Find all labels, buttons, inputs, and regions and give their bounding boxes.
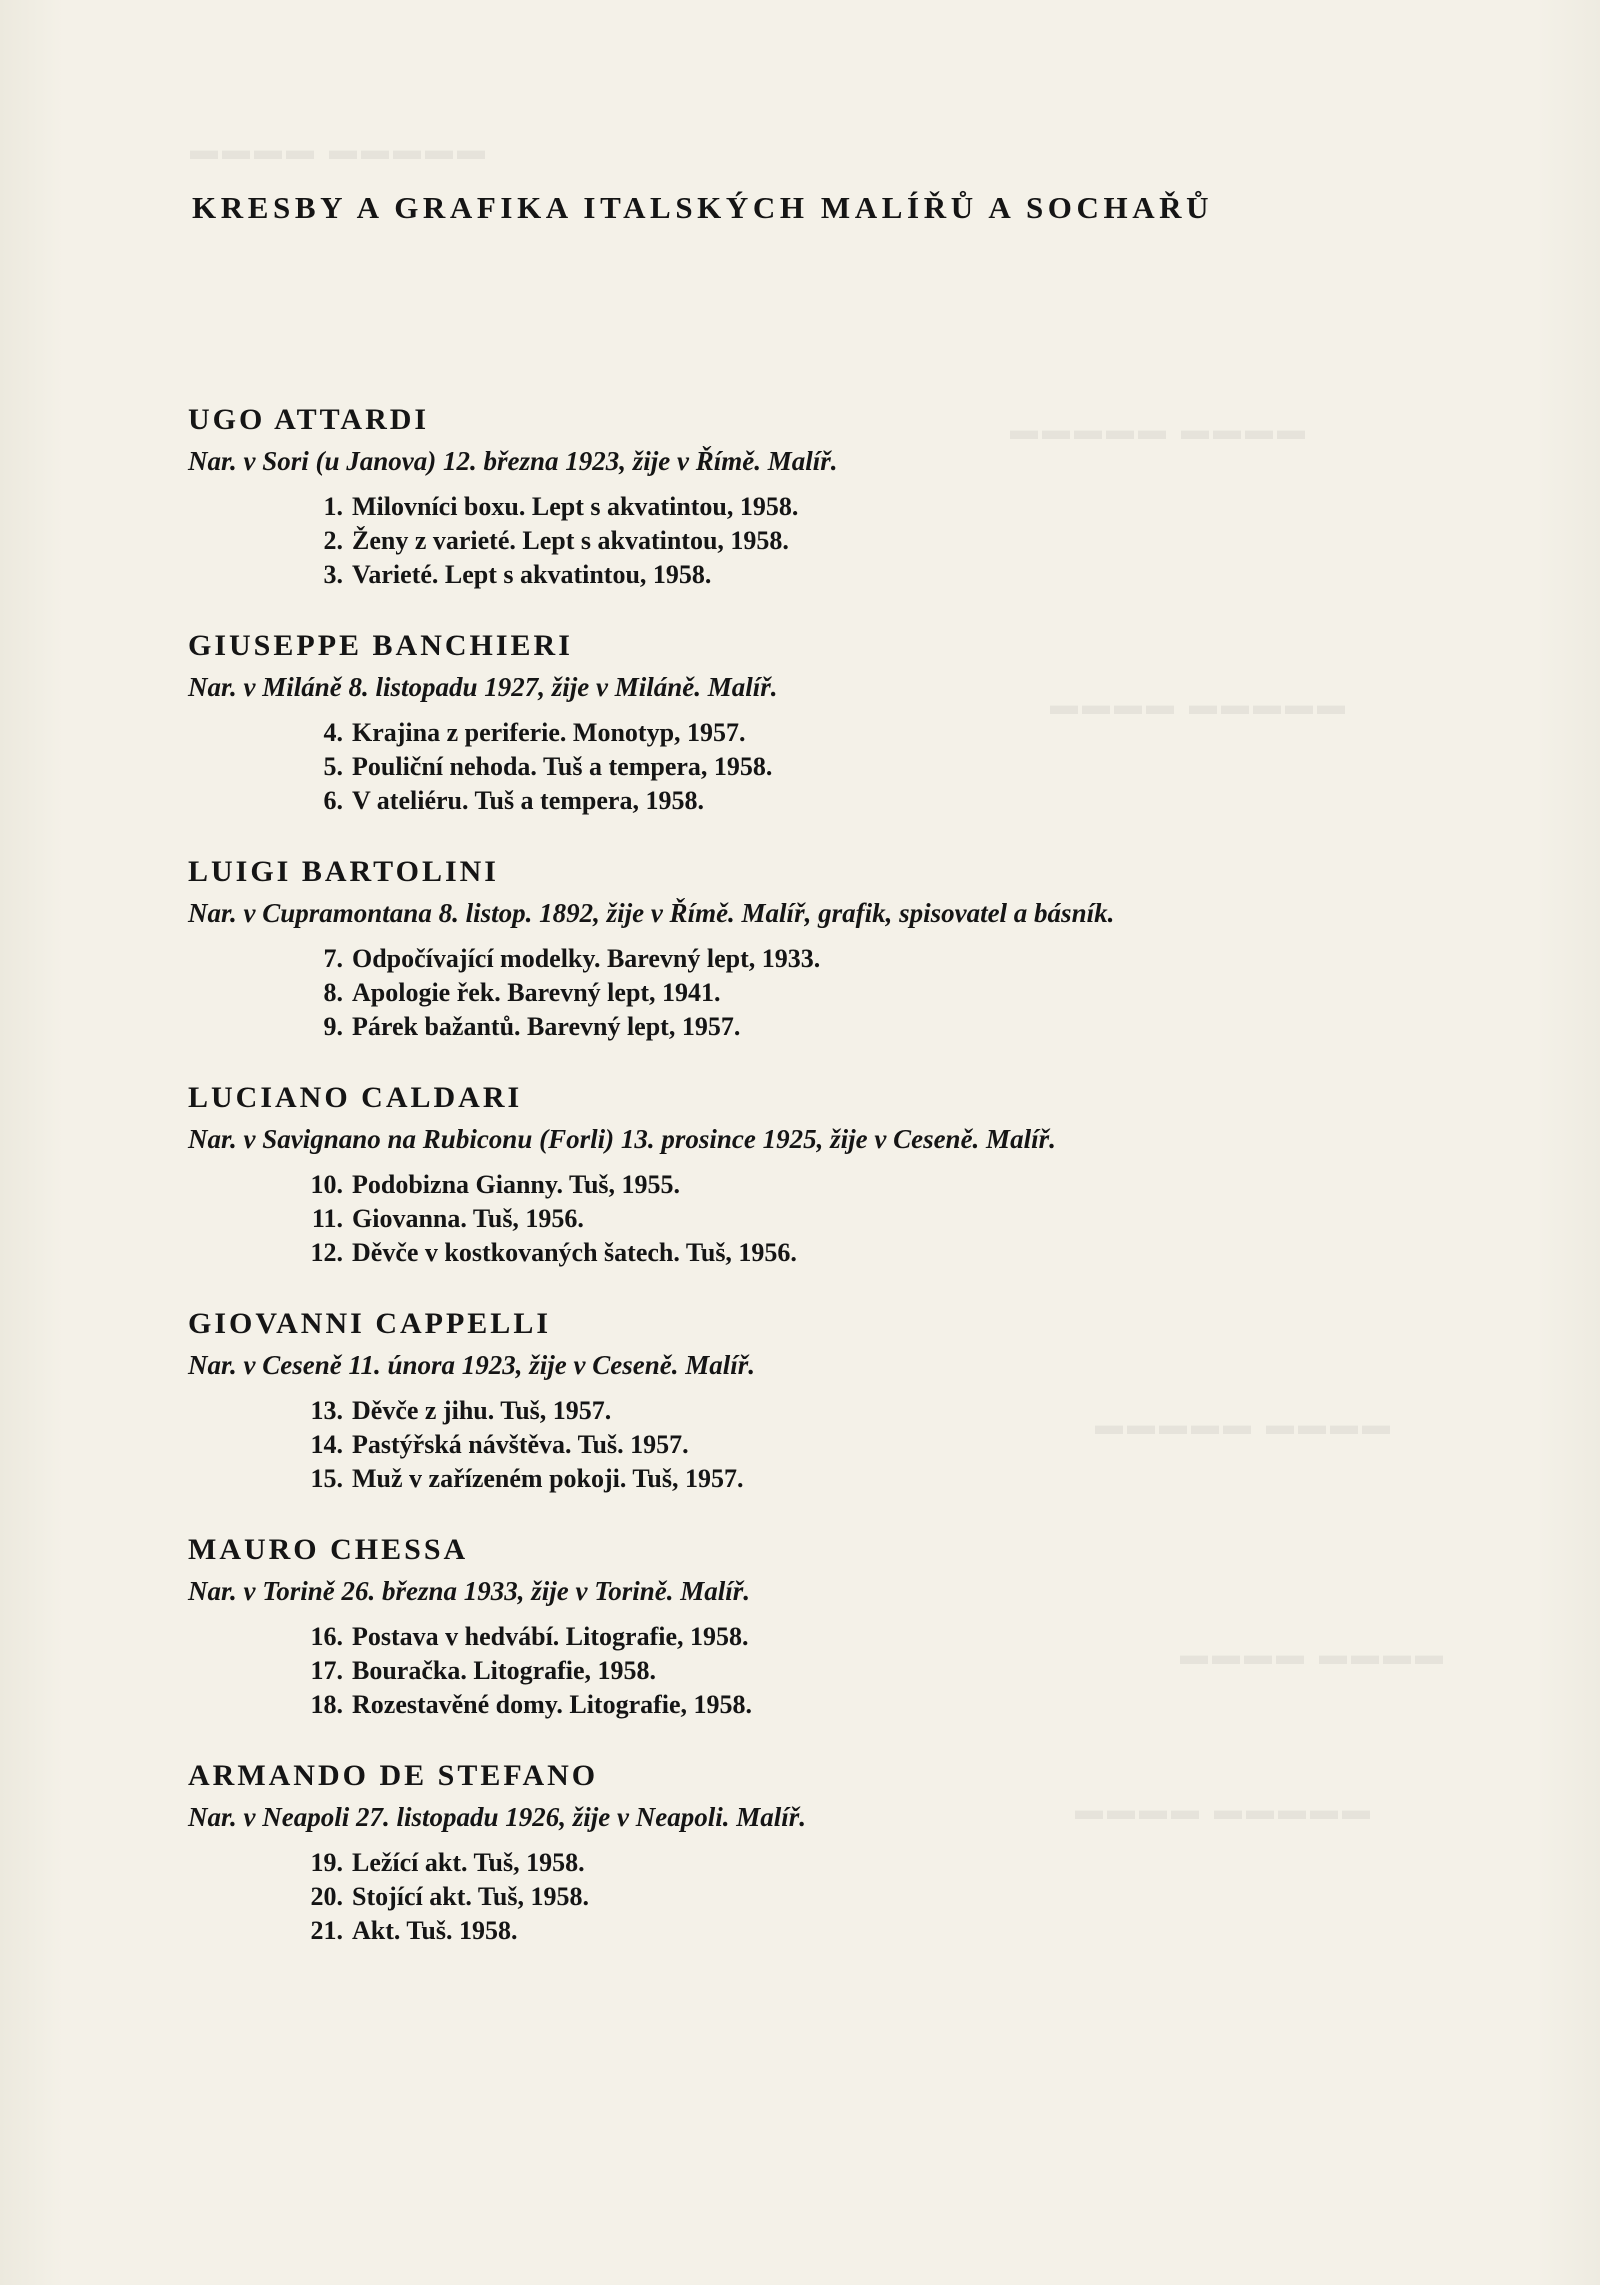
- work-number: 3.: [323, 560, 343, 589]
- work-title: Rozestavěné domy. Litografie, 1958.: [352, 1690, 753, 1719]
- work-title: Odpočívající modelky. Barevný lept, 1933.: [352, 944, 821, 973]
- artist-entry: [188, 853, 1438, 1044]
- work-list: [188, 1394, 1438, 1496]
- artist-entry: [188, 1079, 1438, 1270]
- artist-bio: Nar. v Ceseně 11. února 1923, žije v Ceseně. Malíř.: [188, 1350, 756, 1380]
- artist-bio: Nar. v Sori (u Janova) 12. března 1923, žije v Římě. Malíř.: [188, 446, 838, 476]
- work-title: Podobizna Gianny. Tuš, 1955.: [352, 1170, 681, 1199]
- work-title: Pastýřská návštěva. Tuš. 1957.: [352, 1430, 689, 1459]
- work-number: 6.: [323, 786, 343, 815]
- work-list: [188, 716, 1438, 818]
- work-item: [288, 942, 1438, 976]
- work-title: Stojící akt. Tuš, 1958.: [352, 1882, 589, 1911]
- artist-name: ARMANDO DE STEFANO: [188, 1759, 599, 1792]
- work-item: [288, 1914, 1438, 1948]
- work-title: Ležící akt. Tuš, 1958.: [352, 1848, 585, 1877]
- show-through-text: ▬▬▬▬▬ ▬▬▬▬: [1095, 1410, 1394, 1441]
- work-item: [288, 1236, 1438, 1270]
- work-title: Varieté. Lept s akvatintou, 1958.: [352, 560, 712, 589]
- work-item: [288, 1010, 1438, 1044]
- artist-entry: [188, 401, 1438, 592]
- work-item: [288, 1394, 1438, 1428]
- artist-bio: Nar. v Torině 26. března 1933, žije v Torině. Malíř.: [188, 1576, 751, 1606]
- work-number: 19.: [310, 1848, 343, 1877]
- work-item: [288, 1880, 1438, 1914]
- work-number: 16.: [310, 1622, 343, 1651]
- work-number: 4.: [323, 718, 343, 747]
- artist-entry: [188, 1757, 1438, 1948]
- work-item: [288, 784, 1438, 818]
- work-number: 17.: [310, 1656, 343, 1685]
- work-number: 7.: [323, 944, 343, 973]
- artist-name: GIUSEPPE BANCHIERI: [188, 629, 573, 662]
- work-item: [288, 524, 1438, 558]
- work-number: 9.: [323, 1012, 343, 1041]
- work-title: Děvče v kostkovaných šatech. Tuš, 1956.: [352, 1238, 797, 1267]
- artist-name: UGO ATTARDI: [188, 403, 430, 436]
- work-item: [288, 1654, 1438, 1688]
- work-number: 2.: [323, 526, 343, 555]
- show-through-text: ▬▬▬▬▬ ▬▬▬▬: [1010, 415, 1309, 446]
- work-title: Postava v hedvábí. Litografie, 1958.: [352, 1622, 749, 1651]
- work-title: Ženy z varieté. Lept s akvatintou, 1958.: [352, 526, 789, 555]
- work-number: 8.: [323, 978, 343, 1007]
- work-item: [288, 490, 1438, 524]
- show-through-text: ▬▬▬▬ ▬▬▬▬: [1180, 1640, 1447, 1671]
- work-item: [288, 1168, 1438, 1202]
- artist-entry: [188, 627, 1438, 818]
- work-number: 13.: [310, 1396, 343, 1425]
- artist-name: LUCIANO CALDARI: [188, 1081, 523, 1114]
- work-title: Apologie řek. Barevný lept, 1941.: [352, 978, 721, 1007]
- work-title: V ateliéru. Tuš a tempera, 1958.: [352, 786, 704, 815]
- artist-bio: Nar. v Miláně 8. listopadu 1927, žije v Miláně. Malíř.: [188, 672, 778, 702]
- work-number: 15.: [310, 1464, 343, 1493]
- artist-list: [188, 401, 1438, 1948]
- artist-entry: [188, 1305, 1438, 1496]
- artist-name: GIOVANNI CAPPELLI: [188, 1307, 551, 1340]
- work-item: [288, 1688, 1438, 1722]
- work-list: [188, 490, 1438, 592]
- work-item: [288, 1620, 1438, 1654]
- work-item: [288, 1202, 1438, 1236]
- work-number: 5.: [323, 752, 343, 781]
- artist-bio: Nar. v Cupramontana 8. listop. 1892, žije v Římě. Malíř, grafik, spisovatel a básník.: [188, 898, 1115, 928]
- work-title: Párek bažantů. Barevný lept, 1957.: [352, 1012, 741, 1041]
- catalog-content: [188, 190, 1438, 1983]
- work-title: Děvče z jihu. Tuš, 1957.: [352, 1396, 612, 1425]
- work-item: [288, 558, 1438, 592]
- work-title: Milovníci boxu. Lept s akvatintou, 1958.: [352, 492, 799, 521]
- work-title: Giovanna. Tuš, 1956.: [352, 1204, 584, 1233]
- show-through-text: ▬▬▬▬ ▬▬▬▬▬: [1075, 1795, 1374, 1826]
- work-number: 12.: [310, 1238, 343, 1267]
- work-item: [288, 1462, 1438, 1496]
- work-number: 20.: [310, 1882, 343, 1911]
- work-list: [188, 1846, 1438, 1948]
- work-title: Bouračka. Litografie, 1958.: [352, 1656, 657, 1685]
- work-list: [188, 1168, 1438, 1270]
- show-through-text: ▬▬▬▬ ▬▬▬▬▬: [1050, 690, 1349, 721]
- work-list: [188, 1620, 1438, 1722]
- work-item: [288, 750, 1438, 784]
- work-number: 11.: [311, 1204, 343, 1233]
- work-number: 21.: [310, 1916, 343, 1945]
- work-number: 18.: [310, 1690, 343, 1719]
- work-number: 1.: [323, 492, 343, 521]
- work-number: 14.: [310, 1430, 343, 1459]
- page-title: KRESBY A GRAFIKA ITALSKÝCH MALÍŘŮ A SOCHAŘŮ: [192, 190, 1214, 225]
- work-title: Akt. Tuš. 1958.: [352, 1916, 518, 1945]
- work-title: Krajina z periferie. Monotyp, 1957.: [352, 718, 746, 747]
- artist-name: MAURO CHESSA: [188, 1533, 469, 1566]
- artist-entry: [188, 1531, 1438, 1722]
- work-item: [288, 1846, 1438, 1880]
- work-item: [288, 976, 1438, 1010]
- work-title: Muž v zařízeném pokoji. Tuš, 1957.: [352, 1464, 744, 1493]
- work-list: [188, 942, 1438, 1044]
- work-number: 10.: [310, 1170, 343, 1199]
- artist-bio: Nar. v Savignano na Rubiconu (Forli) 13. prosince 1925, žije v Ceseně. Malíř.: [188, 1124, 1056, 1154]
- work-item: [288, 1428, 1438, 1462]
- show-through-text: ▬▬▬▬ ▬▬▬▬▬: [190, 135, 489, 166]
- artist-bio: Nar. v Neapoli 27. listopadu 1926, žije v Neapoli. Malíř.: [188, 1802, 806, 1832]
- work-title: Pouliční nehoda. Tuš a tempera, 1958.: [352, 752, 773, 781]
- artist-name: LUIGI BARTOLINI: [188, 855, 499, 888]
- work-item: [288, 716, 1438, 750]
